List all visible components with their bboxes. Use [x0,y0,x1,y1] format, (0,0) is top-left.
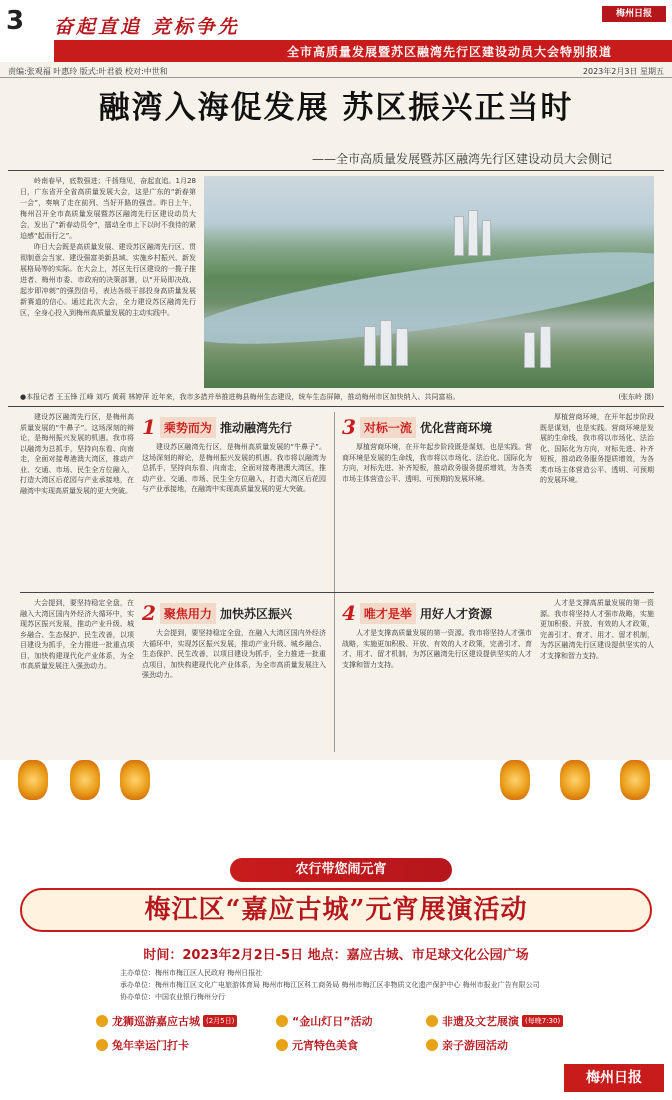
photo-caption [20,392,654,404]
activity-item [426,1012,563,1030]
divider [8,170,664,171]
divider [8,406,664,407]
activity-name: 龙狮巡游嘉应古城 [112,1015,200,1028]
building-shape [454,216,464,256]
activity-bullet-icon [276,1015,288,1027]
main-headline: 融湾入海促发展 苏区振兴正当时 [98,90,574,126]
activity-bullet-icon [426,1039,438,1051]
section-number: 2 [142,601,156,625]
section-title: 优化营商环境 [419,420,492,435]
section-body [342,628,532,754]
river-shape [204,233,654,362]
building-shape [540,326,551,368]
lantern-icon [70,760,100,800]
building-shape [482,220,491,256]
lead-column [20,598,134,754]
staff-credits: 责编:张观福 叶惠玲 版式:叶君毅 校对:中世和 [8,67,168,76]
section-text: 厚植营商环境，在开年起步阶段既是谋划，也是实践。营商环境是发展的生命线，我市将以市场化、法治化、国际化为方向，对标先进、补齐短板，推动政务服务提质增效，为各类市场主体营造公平、透明、可预期的发展环境。 [540,413,654,484]
page-header [0,0,672,62]
activity-item [276,1012,372,1030]
ad-title: 梅江区“嘉应古城”元宵展演活动 [20,888,652,932]
activity-name: 兔年幸运门打卡 [112,1039,189,1052]
divider [20,592,654,593]
section-header [142,414,322,440]
section-text: 建设苏区融湾先行区，是梅州高质量发展的“牛鼻子”。这场深刻的辩论，是梅州振兴发展的机遇。我市将以融湾为总抓手，坚持向东看、向南走，全面对接粤港澳大湾区，推动产业、交通、市场、民生全方位融入，打造大湾区后花园与产业承接地，在融湾中实现高质量发展的更大突破。 [142,443,326,493]
activity-bullet-icon [276,1039,288,1051]
section-header [342,414,522,440]
section-tag: 唯才是举 [360,603,416,624]
section-body [342,442,532,588]
lantern-icon [560,760,590,800]
lantern-icon [18,760,48,800]
activity-tag: (每晚7:30) [522,1015,563,1027]
header-slogan: 奋起直追 竞标争先 [54,16,240,38]
activity-item [96,1012,237,1030]
brand-logo: 梅州日报 [602,6,666,22]
ad-subtitle: 农行带您闹元宵 [230,858,452,882]
section-text: 大会提到，要坚持稳定全盘，在融入大湾区国内外经济大循环中，实现苏区振兴发展，推动产业升级、城乡融合、生态保护、民生改善，以项目建设为抓手，全力推进一批重点项目，加快构建现代化产业体系，为全市高质量发展注入强劲动力。 [142,629,326,679]
aerial-city-photo [204,176,654,388]
building-shape [380,320,392,366]
section-header [142,600,322,626]
lantern-icon [120,760,150,800]
building-shape [396,328,408,366]
band-title: 全市高质量发展暨苏区融湾先行区建设动员大会特别报道 [286,45,612,59]
section-tag: 乘势而为 [160,417,216,438]
issue-date: 2023年2月3日 星期五 [582,67,664,76]
activity-bullet-icon [426,1015,438,1027]
activity-tag: (2月5日) [203,1015,237,1027]
section-number: 1 [142,415,156,439]
intro-paragraph: 昨日大会既是高质量发展、建设苏区融湾先行区、贯彻制意会当家、建设强富美新县域、实施乡村振兴、新发展格局等的实际。在大会上，苏区先行区建设的一揽子推进者、梅州市委、市政府的决策部署，以“开局即决战、起步即冲刺”的强烈信号，表达各级干部投身高质量发展新赛道的信心。通过此次大会，全力建设苏区融湾先行区，全身心投入到梅州高质量发展的主动实践中。 [20,243,196,317]
activity-name: “金山灯日”活动 [292,1015,373,1028]
ad-sponsor: 协办单位：中国农业银行梅州分行 [120,993,225,1001]
sub-headline: ——全市高质量发展暨苏区融湾先行区建设动员大会侧记 [311,152,612,166]
section-number: 3 [342,415,356,439]
ad-time-location: 时间：2023年2月2日-5日 地点：嘉应古城、市足球文化公园广场 [143,948,529,963]
section-text: 大会提到，要坚持稳定全盘，在融入大湾区国内外经济大循环中，实现苏区振兴发展，推动产业升级、城乡融合、生态保护、民生改善，以项目建设为抓手，全力推进一批重点项目，加快构建现代化产业体系，为全市高质量发展注入强劲动力。 [20,599,134,670]
header-band [54,40,672,62]
section-tag: 聚焦用力 [160,603,216,624]
section-number: 4 [342,601,356,625]
building-shape [524,332,535,368]
section-text: 建设苏区融湾先行区，是梅州高质量发展的“牛鼻子”。这场深刻的辩论，是梅州振兴发展的机遇。我市将以融湾为总抓手，坚持向东看、向南走，全面对接粤港澳大湾区，推动产业、交通、市场、民生全方位融入，打造大湾区后花园与产业承接地，在融湾中实现高质量发展的更大突破。 [20,413,134,495]
section-text: 人才是支撑高质量发展的第一资源。我市将坚持人才强市战略，实施更加积极、开放、有效的人才政策，完善引才、育才、用才、留才机制，为苏区融湾先行区建设提供坚实的人才支撑和智力支持。 [540,599,654,660]
section-text: 人才是支撑高质量发展的第一资源。我市将坚持人才强市战略，实施更加积极、开放、有效的人才政策，完善引才、育才、用才、留才机制，为苏区融湾先行区建设提供坚实的人才支撑和智力支持。 [342,629,532,669]
section-text: 厚植营商环境，在开年起步阶段既是谋划，也是实践。营商环境是发展的生命线，我市将以市场化、法治化、国际化为方向，对标先进、补齐短板，推动政务服务提质增效，为各类市场主体营造公平、透明、可预期的发展环境。 [342,443,532,483]
intro-paragraph: 岭南春早，底数强进；千扬翔见，奋起直追。1月28日，广东省开全省高质量发展大会，这是广东的“新春第一会”，奏响了走在前列、当好开路的强音。昨日上午，梅州召开全市高质量发展暨苏区融湾先行区建设动员大会，发出了“新春动员令”，擂动全市上下以时不我待的紧迫感“起而行之”。 [20,177,196,240]
page-number: 3 [6,6,25,36]
section-title: 加快苏区振兴 [219,606,292,621]
activity-name: 亲子游园活动 [442,1039,508,1052]
meta-line [0,64,672,78]
ad-hosts: 承办单位：梅州市梅江区文化广电旅游体育局 梅州市梅江区科工商务局 梅州市梅江区非物质文化遗产保护中心 梅州市报业广告有限公司 [120,981,540,989]
section-tag: 对标一流 [360,417,416,438]
building-shape [364,326,376,366]
section-body [142,628,326,754]
newspaper-brand-logo: 梅州日报 [564,1064,664,1092]
activity-name: 非遗及文艺展演 [442,1015,519,1028]
ad-organizers: 主办单位：梅州市梅江区人民政府 梅州日报社 [120,969,263,977]
lantern-icon [500,760,530,800]
activity-item [96,1036,189,1054]
caption-text: ●本报记者 王玉锋 江峰 刘巧 黄莉 林婷萍 近年来，我市多措并举推进梅县梅州生态建设，统车生态屏障，推动梅州市区加快纳入、共同富裕。 [20,393,460,401]
lantern-icon [620,760,650,800]
photo-credit: (张东岭 摄) [618,393,654,401]
activity-name: 元宵特色美食 [292,1039,358,1052]
building-shape [468,210,478,256]
section-header [342,600,522,626]
section-title: 用好人才资源 [419,606,492,621]
intro-text [20,176,196,388]
activity-bullet-icon [96,1039,108,1051]
activity-bullet-icon [96,1015,108,1027]
activity-item [276,1036,358,1054]
activity-item [426,1036,508,1054]
section-title: 推动融湾先行 [219,420,292,435]
side-column [540,598,654,754]
side-column [540,412,654,588]
lead-column [20,412,134,588]
column-divider [334,412,335,752]
section-body [142,442,326,588]
